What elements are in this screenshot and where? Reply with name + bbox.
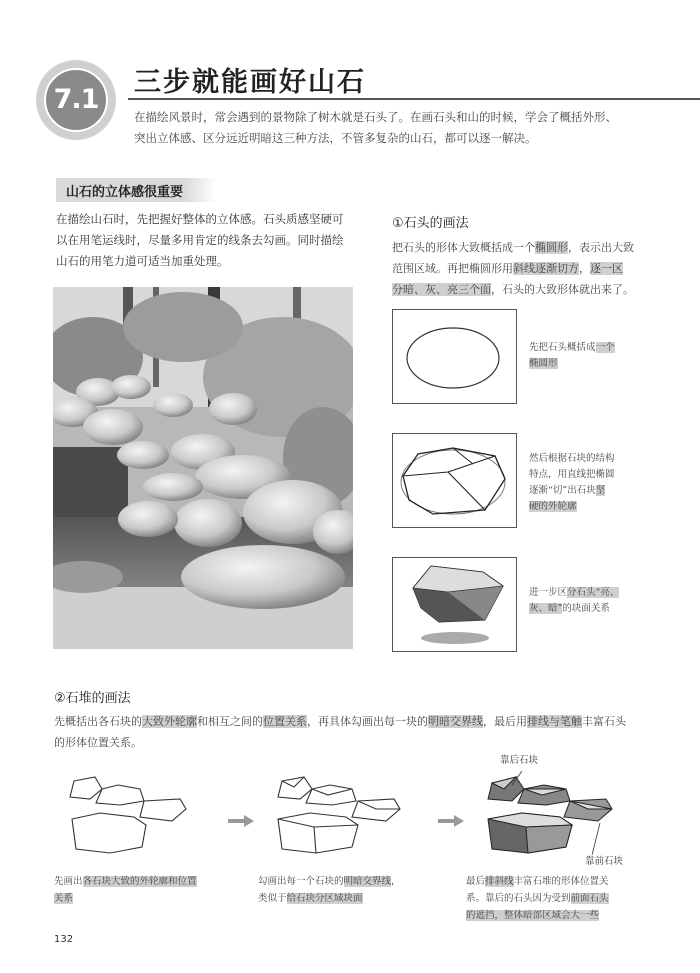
highlight-text: 分石头“亮、: [567, 587, 620, 598]
highlight-text: 排线与笔触: [527, 715, 582, 728]
section-heading: 山石的立体感很重要: [66, 185, 184, 200]
section-heading-banner: [56, 178, 216, 202]
caption-line: [54, 873, 234, 890]
subsection-stone-body: [392, 237, 650, 300]
text-run: ，最后用: [483, 715, 527, 728]
subsection-rockpile-body: [54, 711, 664, 753]
text-run: 先画出: [54, 876, 83, 887]
body-line: 在描绘山石时，先把握好整体的立体感。石头质感坚硬可: [56, 212, 344, 226]
highlight-text: 椭圆形: [529, 358, 558, 369]
highlight-text: 各石块大致的外轮廓和位置: [82, 876, 197, 887]
text-run: ，再具体勾画出每一块的: [307, 715, 428, 728]
text-run: 类似于: [258, 893, 287, 904]
text-run: 勾画出每一个石块的: [258, 876, 344, 887]
highlight-text: 位置关系: [263, 715, 307, 728]
highlight-text: 硬的外轮廓: [529, 501, 577, 512]
text-run: 范围区域。再把椭圆形用: [392, 262, 513, 275]
caption-line: [529, 601, 654, 617]
highlight-text: 排斜线: [485, 876, 514, 887]
text-run: 逐渐“切”出石块: [529, 485, 596, 496]
stone-step1-sketch: [392, 309, 517, 404]
caption-line: [466, 907, 671, 924]
stone-step3-caption: [529, 585, 654, 617]
caption-line: [529, 499, 654, 515]
text-line: 的形体位置关系。: [54, 736, 142, 749]
rockpile-step2-caption: [258, 873, 438, 907]
highlight-text: 前面石头: [570, 893, 609, 904]
text-line: [392, 237, 650, 258]
text-run: 把石头的形体大致概括成一个: [392, 241, 535, 254]
text-line: [392, 258, 650, 279]
label-front-rock: 靠前石块: [585, 856, 624, 867]
text-run: 先概括出各石块的: [54, 715, 142, 728]
text-run: 系。靠后的石头因为受到: [466, 893, 571, 904]
caption-line: [529, 585, 654, 601]
title-divider: [128, 98, 700, 100]
text-run: 的块面关系: [562, 603, 610, 614]
caption-line: [258, 873, 438, 890]
caption-line: [529, 340, 654, 356]
rockpile-step2-sketch: [278, 777, 400, 853]
caption-line: [258, 890, 438, 907]
text-run: 进一步区: [529, 587, 568, 598]
arrow-icon: [228, 815, 254, 827]
caption-line: [529, 483, 654, 499]
intro-line: 突出立体感、区分远近明暗这三种方法，不管多复杂的山石，都可以逐一解决。: [134, 131, 537, 145]
rock-landscape-photo: [53, 287, 353, 649]
text-run: 最后: [466, 876, 486, 887]
text-run: ，: [391, 876, 401, 887]
body-line: 山石的用笔力道可适当加重处理。: [56, 254, 229, 268]
caption-line: [466, 890, 671, 907]
text-line: [54, 711, 664, 732]
highlight-text: 关系: [54, 893, 74, 904]
caption-line: [54, 890, 234, 907]
highlight-text: 明暗交界线: [428, 715, 483, 728]
chapter-intro: [134, 107, 654, 149]
rockpile-step1-sketch: [70, 777, 186, 853]
highlight-text: 分暗、灰、亮三个面: [392, 283, 491, 296]
highlight-text: 坚: [595, 485, 606, 496]
text-run: 丰富石堆的形体位置关: [513, 876, 609, 887]
highlight-text: 一个: [595, 342, 615, 353]
subsection-heading-rockpile: ②石堆的画法: [54, 691, 131, 706]
rockpile-step3-caption: [466, 873, 671, 924]
text-run: 和相互之间的: [197, 715, 263, 728]
highlight-text: 椭圆形: [535, 241, 568, 254]
body-line: 以在用笔运线时，尽量多用肯定的线条去勾画。同时描绘: [56, 233, 344, 247]
caption-line: 然后根据石块的结构: [529, 453, 615, 464]
section-body: [56, 209, 352, 272]
chapter-number-badge: 7.1: [44, 68, 108, 132]
caption-line: [529, 356, 654, 372]
chapter-title: 三步就能画好山石: [134, 67, 366, 98]
text-run: ，石头的大致形体就出来了。: [491, 283, 634, 296]
stone-step2-caption: [529, 451, 654, 515]
intro-line: 在描绘风景时，常会遇到的景物除了树木就是石头了。在画石头和山的时候，学会了概括外形、: [134, 110, 617, 124]
rockpile-steps-sketches: [60, 765, 660, 865]
page-number: 132: [54, 934, 74, 945]
rockpile-step3-sketch: [488, 777, 612, 853]
rockpile-step1-caption: [54, 873, 234, 907]
caption-line: [466, 873, 671, 890]
stone-step3-sketch: [392, 557, 517, 652]
text-run: ，: [579, 262, 590, 275]
highlight-text: 斜线逐渐切方: [513, 262, 579, 275]
highlight-text: 明暗交界线: [343, 876, 392, 887]
caption-line: 特点，用直线把椭圆: [529, 469, 615, 480]
highlight-text: 给石块分区域块面: [286, 893, 363, 904]
highlight-text: 逐一区: [590, 262, 623, 275]
highlight-text: 大致外轮廓: [142, 715, 197, 728]
text-line: [392, 279, 650, 300]
stone-step1-caption: [529, 340, 654, 372]
text-run: 丰富石头: [582, 715, 626, 728]
highlight-text: 的遮挡，整体暗部区域会大一些: [466, 910, 600, 921]
subsection-heading-stone: ①石头的画法: [392, 216, 469, 231]
text-run: ，表示出大致: [568, 241, 634, 254]
text-run: 先把石头概括成: [529, 342, 596, 353]
stone-step2-sketch: [392, 433, 517, 528]
label-back-rock: 靠后石块: [500, 755, 539, 766]
highlight-text: 灰、暗”: [529, 603, 563, 614]
arrow-icon: [438, 815, 464, 827]
